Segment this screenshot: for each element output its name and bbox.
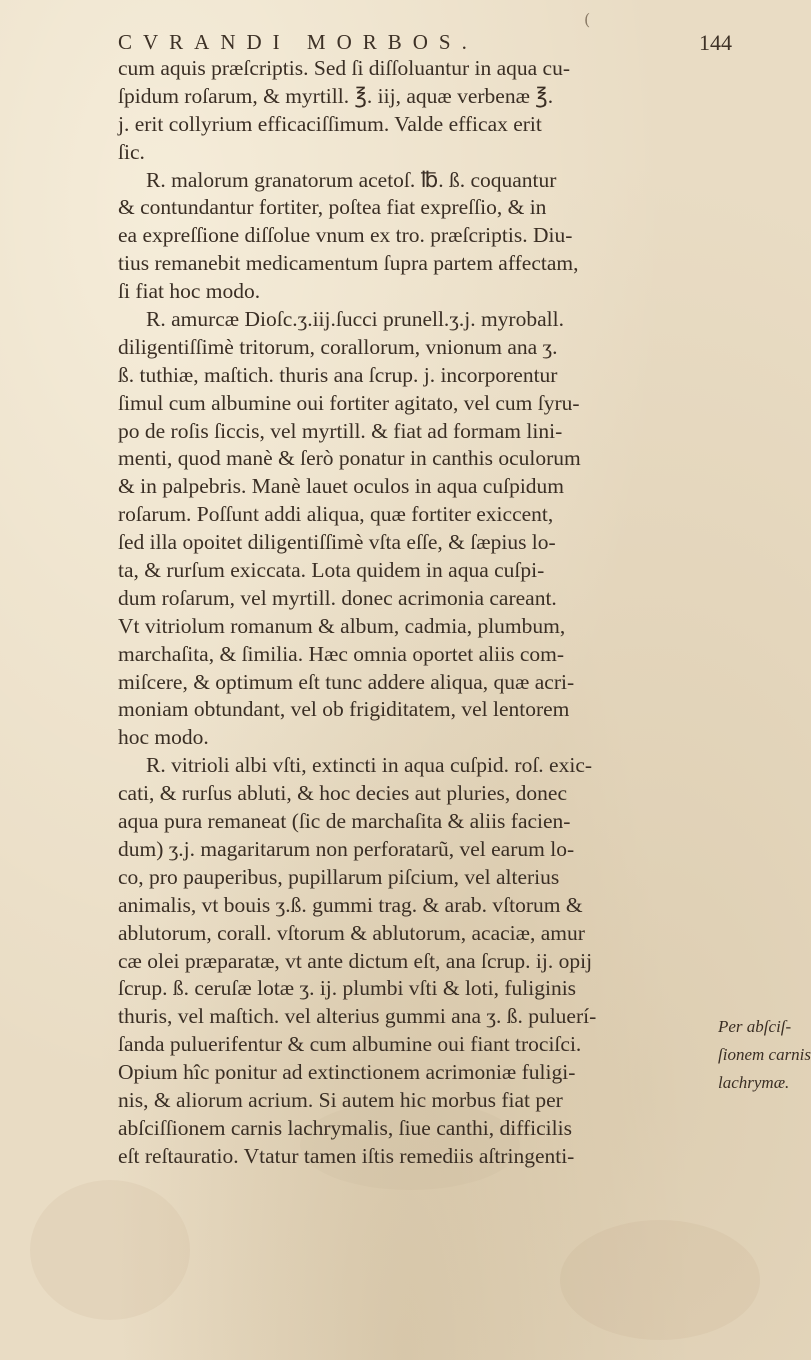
text-line: nis, & aliorum acrium. Si autem hic morbus fiat per [118, 1087, 563, 1112]
text-line: ſed illa opoitet diligentiſſimè vſta eſſe, & ſæpius lo- [118, 530, 556, 555]
text-line: thuris, vel maſtich. vel alterius gummi ana ʒ. ß. puluerí- [118, 1004, 597, 1029]
text-line: dum roſarum, vel myrtill. donec acrimonia careant. [118, 585, 557, 610]
text-line: dum) ʒ.j. magaritarum non perforatarũ, vel earum lo- [118, 836, 575, 861]
text-line: R. malorum granatorum acetoſ. ℔. ß. coquantur [146, 167, 557, 192]
text-line: ſanda puluerifentur & cum albumine oui fiant trociſci. [118, 1032, 582, 1057]
text-line: eſt reſtauratio. Vtatur tamen iſtis remediis aſtringenti- [118, 1143, 575, 1168]
text-line: ſic. [118, 139, 145, 164]
text-line: R. vitrioli albi vſti, extincti in aqua cuſpid. roſ. exic- [146, 753, 593, 778]
text-line: po de roſis ſiccis, vel myrtill. & fiat ad formam lini- [118, 418, 563, 443]
text-line: & contundantur fortiter, poſtea fiat expreſſio, & in [118, 195, 547, 220]
text-line: cæ olei præparatæ, vt ante dictum eſt, ana ſcrup. ij. opij [118, 948, 593, 973]
text-line: ea expreſſione diſſolue vnum ex tro. præſcriptis. Diu- [118, 223, 573, 248]
corner-mark: ( [584, 10, 591, 29]
text-line: roſarum. Poſſunt addi aliqua, quæ fortiter exiccent, [118, 502, 554, 527]
page-number: 144 [699, 30, 732, 55]
text-line: ta, & rurſum exiccata. Lota quidem in aqua cuſpi- [118, 558, 545, 583]
margin-note-line: ſionem carnis [718, 1044, 811, 1064]
text-line: cum aquis præſcriptis. Sed ſi diſſoluantur in aqua cu- [118, 56, 571, 80]
text-line: ſi fiat hoc modo. [118, 279, 261, 304]
text-line: miſcere, & optimum eſt tunc addere aliqua, quæ acri- [118, 669, 575, 694]
text-line: tius remanebit medicamentum ſupra partem affectam, [118, 251, 579, 276]
text-line: Vt vitriolum romanum & album, cadmia, plumbum, [118, 613, 566, 638]
text-line: abſciſſionem carnis lachrymalis, ſiue canthi, difficilis [118, 1115, 572, 1140]
text-line: animalis, vt bouis ʒ.ß. gummi trag. & arab. vſtorum & [118, 892, 583, 917]
paper-stain [560, 1220, 760, 1340]
text-line: hoc modo. [118, 725, 209, 750]
text-line: co, pro pauperibus, pupillarum piſcium, vel alterius [118, 864, 560, 889]
body-text [118, 55, 708, 1171]
text-line: ſcrup. ß. ceruſæ lotæ ʒ. ij. plumbi vſti & loti, fuliginis [118, 976, 577, 1001]
running-head: CVRANDI MORBOS. [118, 30, 478, 54]
text-line: marchaſita, & ſimilia. Hæc omnia oportet aliis com- [118, 641, 565, 666]
text-line: j. erit collyrium efficaciſſimum. Valde efficax erit [118, 111, 542, 136]
text-line: R. amurcæ Dioſc.ʒ.iij.ſucci prunell.ʒ.j. myroball. [146, 307, 564, 332]
text-line: & in palpebris. Manè lauet oculos in aqua cuſpidum [118, 474, 565, 499]
text-line: ſimul cum albumine oui fortiter agitato, vel cum ſyru- [118, 390, 580, 415]
text-line: cati, & rurſus abluti, & hoc decies aut pluries, donec [118, 781, 567, 806]
text-line: aqua pura remaneat (ſic de marchaſita & aliis facien- [118, 809, 571, 834]
margin-note [718, 1013, 811, 1097]
paper-stain [30, 1180, 190, 1320]
page-header [118, 10, 738, 58]
text-line: ß. tuthiæ, maſtich. thuris ana ſcrup. j. incorporentur [118, 362, 558, 387]
margin-note-line: Per abſciſ- [718, 1017, 792, 1036]
text-line: moniam obtundant, vel ob frigiditatem, vel lentorem [118, 697, 570, 722]
text-line: diligentiſſimè tritorum, corallorum, vnionum ana ʒ. [118, 334, 558, 359]
text-line: menti, quod manè & ſerò ponatur in canthis oculorum [118, 446, 581, 471]
text-line: Opium hîc ponitur ad extinctionem acrimoniæ fuligi- [118, 1060, 576, 1085]
text-line: ſpidum roſarum, & myrtill. ℥. iij, aquæ verbenæ ℥. [118, 83, 554, 108]
margin-note-line: lachrymæ. [718, 1072, 790, 1092]
text-line: ablutorum, corall. vſtorum & ablutorum, acaciæ, amur [118, 920, 585, 945]
